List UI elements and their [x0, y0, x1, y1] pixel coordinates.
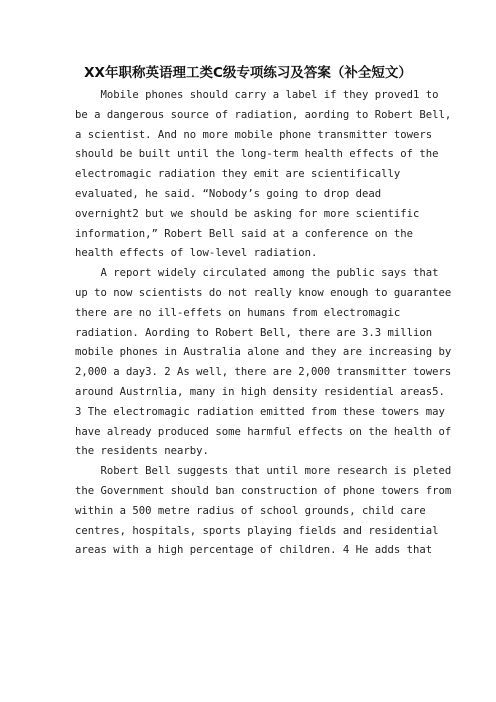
- text-line: radiation. Aording to Robert Bell, there are 3.3 million: [75, 326, 433, 339]
- text-line: be a dangerous source of radiation, aording to Robert Bell,: [75, 108, 452, 121]
- text-line: up to now scientists do not really know enough to guarantee: [75, 286, 452, 299]
- body-text: [75, 86, 452, 561]
- text-line: around Austrnlia, many in high density residential areas5.: [75, 385, 445, 398]
- text-line: should be built until the long-term health effects of the: [75, 148, 439, 161]
- page-title: XX年职称英语理工类C级专项练习及答案（补全短文）: [84, 65, 412, 81]
- text-line: the Government should ban construction of phone towers from: [75, 484, 452, 497]
- text-line: there are no ill-effets on humans from electromagic: [75, 306, 401, 319]
- text-line: Robert Bell suggests that until more research is pleted: [75, 465, 452, 478]
- text-line: areas with a high percentage of children. 4 He adds that: [75, 544, 433, 557]
- text-line: centres, hospitals, sports playing fields and residential: [75, 524, 439, 537]
- text-line: 3 The electromagic radiation emitted from these towers may: [75, 405, 445, 418]
- text-line: evaluated, he said. “Nobody’s going to drop dead: [75, 187, 382, 200]
- text-line: electromagic radiation they emit are scientifically: [75, 168, 401, 181]
- text-line: a scientist. And no more mobile phone transmitter towers: [75, 128, 433, 141]
- text-line: the residents nearby.: [75, 445, 209, 458]
- text-line: 2,000 a day3. 2 As well, there are 2,000 transmitter towers: [75, 366, 452, 379]
- text-line: A report widely circulated among the public says that: [75, 267, 439, 280]
- text-line: mobile phones in Australia alone and they are increasing by: [75, 346, 452, 359]
- text-line: overnight2 but we should be asking for more scientific: [75, 207, 420, 220]
- text-line: Mobile phones should carry a label if they proved1 to: [75, 89, 439, 101]
- text-line: health effects of low-level radiation.: [75, 247, 318, 260]
- text-line: information,” Robert Bell said at a conference on the: [75, 227, 414, 240]
- text-line: within a 500 metre radius of school grounds, child care: [75, 504, 426, 517]
- text-line: have already produced some harmful effects on the health of: [75, 425, 452, 438]
